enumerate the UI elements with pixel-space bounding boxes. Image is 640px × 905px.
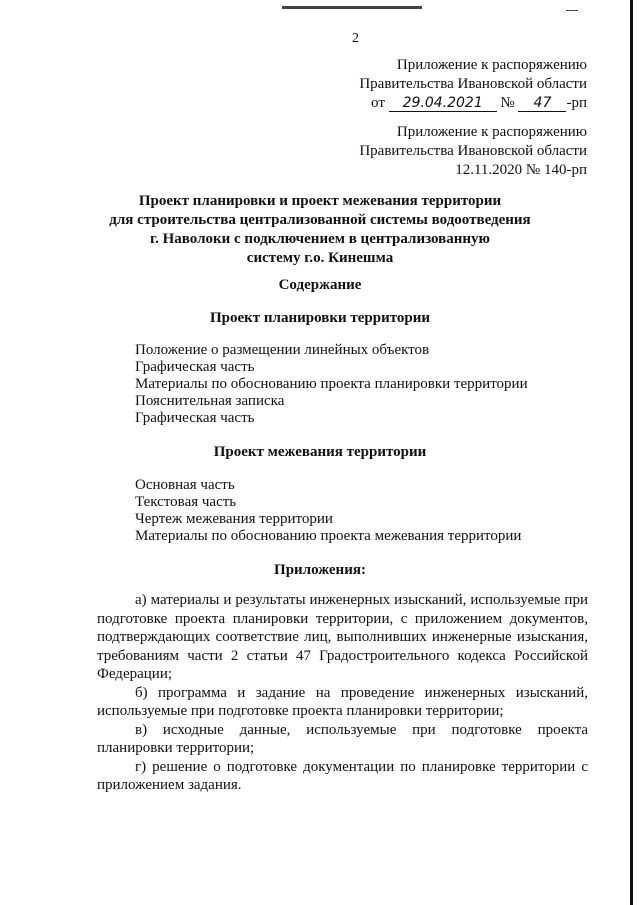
appendix-item: в) исходные данные, используемые при подготовке проекта планировки территории; [97,721,588,756]
title-line3: г. Наволоки с подключением в централизованную [149,231,490,247]
appendix-item: а) материалы и результаты инженерных изысканий, используемые при подготовке проекта планировки территории, с приложением документов, подтверждающих соответствие лиц, выполнивших инженерные изыскания, требованиям части 2 статьи 47 Градостроительного кодекса Российской Федерации; [97,592,588,682]
handwritten-date: 29.04.2021 [389,95,497,112]
appendices-list [97,591,588,795]
title-line4: систему г.о. Кинешма [246,250,394,266]
title-line2: для строительства централизованной системы водоотведения [109,212,531,228]
list-item: Графическая часть [135,359,255,375]
list-item: Текстовая часть [135,494,237,510]
list-item: Графическая часть [135,410,255,426]
scan-artifact-top-right [566,10,578,11]
annex-previous-line3: 12.11.2020 № 140-рп [455,162,587,178]
list-item: Пояснительная записка [135,393,285,409]
list-item: Чертеж межевания территории [135,511,333,527]
annex-previous-line1: Приложение к распоряжению [396,124,587,140]
annex-previous-line2: Правительства Ивановской области [359,143,587,159]
annex-current-block [359,56,587,113]
scan-artifact-top [282,6,422,9]
annex-current-line3 [359,94,587,113]
list-item: Материалы по обоснованию проекта межевания территории [135,528,522,544]
annex-current-line1: Приложение к распоряжению [396,57,587,73]
planning-list [135,342,528,427]
appendix-item: г) решение о подготовке документации по планировке территории с приложением задания. [97,758,588,793]
annex-current-line2: Правительства Ивановской области [359,76,587,92]
number-suffix: -рп [566,95,587,111]
contents-heading: Содержание [278,277,362,293]
appendices-heading: Приложения: [274,562,366,578]
surveying-list [135,477,521,545]
from-label: от [371,95,385,111]
surveying-heading: Проект межевания территории [213,444,427,460]
list-item: Положение о размещении линейных объектов [135,342,430,358]
title-line1: Проект планировки и проект межевания территории [138,193,502,209]
page-number: 2 [352,31,359,46]
planning-heading: Проект планировки территории [209,310,431,326]
handwritten-number: 47 [518,95,566,112]
document-title [60,192,580,268]
list-item: Материалы по обоснованию проекта планировки территории [135,376,528,392]
list-item: Основная часть [135,477,235,493]
annex-previous-block [359,123,587,180]
number-label: № [500,95,515,111]
appendix-item: б) программа и задание на проведение инженерных изысканий, используемые при подготовке проекта планировки территории; [97,684,588,719]
